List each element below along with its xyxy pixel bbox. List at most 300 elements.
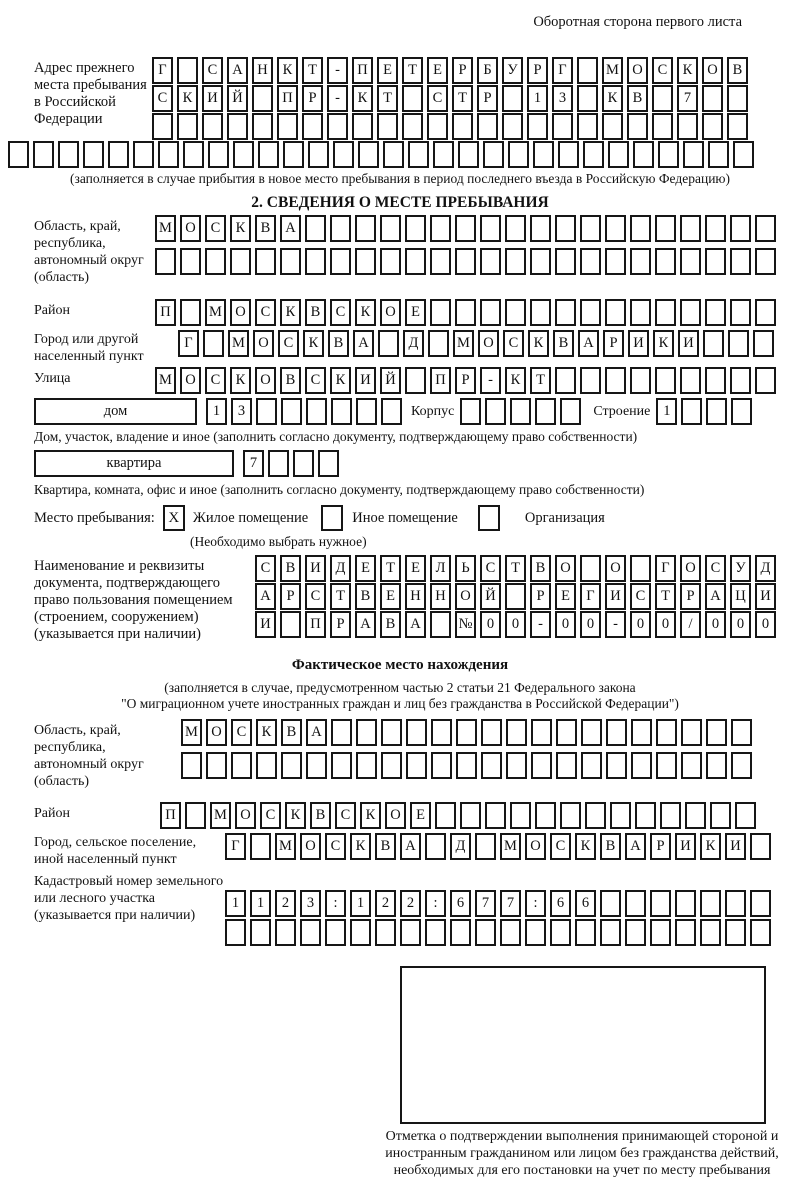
char-cell[interactable]: Й [480, 583, 501, 610]
char-cell[interactable] [625, 919, 646, 946]
char-cell[interactable]: В [600, 833, 621, 860]
char-cell[interactable] [430, 248, 451, 275]
char-cell[interactable]: Р [680, 583, 701, 610]
char-cell[interactable]: Г [552, 57, 573, 84]
char-cell[interactable]: В [375, 833, 396, 860]
char-cell[interactable]: 2 [375, 890, 396, 917]
char-cell[interactable]: М [210, 802, 231, 829]
char-cell[interactable]: С [255, 299, 276, 326]
char-cell[interactable] [400, 919, 421, 946]
char-cell[interactable] [306, 752, 327, 779]
char-cell[interactable] [702, 85, 723, 112]
char-cell[interactable] [58, 141, 79, 168]
char-cell[interactable]: Р [527, 57, 548, 84]
char-cell[interactable] [656, 719, 677, 746]
char-cell[interactable]: А [227, 57, 248, 84]
char-cell[interactable]: Г [225, 833, 246, 860]
char-cell[interactable]: - [327, 85, 348, 112]
char-cell[interactable] [680, 367, 701, 394]
char-cell[interactable]: С [202, 57, 223, 84]
char-cell[interactable] [700, 919, 721, 946]
char-cell[interactable]: : [325, 890, 346, 917]
char-cell[interactable] [505, 248, 526, 275]
char-cell[interactable]: К [177, 85, 198, 112]
char-cell[interactable]: Т [330, 583, 351, 610]
char-cell[interactable] [158, 141, 179, 168]
char-cell[interactable]: № [455, 611, 476, 638]
char-cell[interactable] [510, 802, 531, 829]
char-cell[interactable]: 0 [730, 611, 751, 638]
char-cell[interactable]: С [330, 299, 351, 326]
char-cell[interactable]: 1 [250, 890, 271, 917]
char-cell[interactable] [683, 141, 704, 168]
char-cell[interactable] [627, 113, 648, 140]
char-cell[interactable] [630, 248, 651, 275]
char-cell[interactable] [83, 141, 104, 168]
char-cell[interactable]: Г [152, 57, 173, 84]
char-cell[interactable]: А [255, 583, 276, 610]
char-cell[interactable] [506, 752, 527, 779]
char-cell[interactable] [430, 299, 451, 326]
char-cell[interactable] [583, 141, 604, 168]
char-cell[interactable] [705, 299, 726, 326]
char-cell[interactable] [650, 890, 671, 917]
char-cell[interactable]: 0 [480, 611, 501, 638]
char-cell[interactable] [581, 719, 602, 746]
char-cell[interactable]: С [260, 802, 281, 829]
char-cell[interactable] [327, 113, 348, 140]
char-cell[interactable] [275, 919, 296, 946]
char-cell[interactable] [318, 450, 339, 477]
char-cell[interactable] [750, 890, 771, 917]
char-cell[interactable] [535, 398, 556, 425]
char-cell[interactable]: С [205, 367, 226, 394]
char-cell[interactable] [533, 141, 554, 168]
char-cell[interactable]: Р [280, 583, 301, 610]
char-cell[interactable] [577, 57, 598, 84]
char-cell[interactable] [633, 141, 654, 168]
char-cell[interactable] [577, 113, 598, 140]
char-cell[interactable] [625, 890, 646, 917]
char-cell[interactable]: К [653, 330, 674, 357]
char-cell[interactable]: : [525, 890, 546, 917]
char-cell[interactable] [356, 752, 377, 779]
char-cell[interactable]: У [730, 555, 751, 582]
char-cell[interactable]: К [230, 215, 251, 242]
char-cell[interactable]: 0 [505, 611, 526, 638]
char-cell[interactable]: 7 [243, 450, 264, 477]
char-cell[interactable] [605, 248, 626, 275]
char-cell[interactable]: В [280, 555, 301, 582]
char-cell[interactable]: А [353, 330, 374, 357]
char-cell[interactable] [452, 113, 473, 140]
char-cell[interactable]: - [327, 57, 348, 84]
char-cell[interactable] [575, 919, 596, 946]
char-cell[interactable] [306, 398, 327, 425]
char-cell[interactable] [727, 85, 748, 112]
char-cell[interactable] [605, 299, 626, 326]
char-cell[interactable]: 3 [231, 398, 252, 425]
char-cell[interactable]: О [680, 555, 701, 582]
char-cell[interactable]: М [181, 719, 202, 746]
char-cell[interactable]: Т [655, 583, 676, 610]
char-cell[interactable] [502, 113, 523, 140]
char-cell[interactable]: В [530, 555, 551, 582]
char-cell[interactable] [485, 802, 506, 829]
char-cell[interactable] [680, 215, 701, 242]
char-cell[interactable]: Т [530, 367, 551, 394]
char-cell[interactable] [405, 367, 426, 394]
char-cell[interactable]: Г [580, 583, 601, 610]
char-cell[interactable]: О [478, 330, 499, 357]
char-cell[interactable]: 1 [225, 890, 246, 917]
char-cell[interactable] [530, 299, 551, 326]
char-cell[interactable]: Г [178, 330, 199, 357]
char-cell[interactable]: М [275, 833, 296, 860]
char-cell[interactable] [506, 719, 527, 746]
char-cell[interactable] [402, 85, 423, 112]
char-cell[interactable] [252, 113, 273, 140]
char-cell[interactable]: О [235, 802, 256, 829]
char-cell[interactable] [358, 141, 379, 168]
char-cell[interactable]: Д [450, 833, 471, 860]
char-cell[interactable]: О [702, 57, 723, 84]
char-cell[interactable]: К [528, 330, 549, 357]
char-cell[interactable] [685, 802, 706, 829]
char-cell[interactable]: О [380, 299, 401, 326]
char-cell[interactable]: К [700, 833, 721, 860]
char-cell[interactable]: П [155, 299, 176, 326]
char-cell[interactable]: С [205, 215, 226, 242]
char-cell[interactable]: М [155, 215, 176, 242]
char-cell[interactable] [480, 248, 501, 275]
char-cell[interactable] [555, 367, 576, 394]
char-cell[interactable] [225, 919, 246, 946]
char-cell[interactable] [656, 752, 677, 779]
char-cell[interactable]: К [256, 719, 277, 746]
char-cell[interactable] [455, 248, 476, 275]
char-cell[interactable]: С [305, 583, 326, 610]
house-type-box[interactable]: дом [34, 398, 197, 425]
char-cell[interactable] [252, 85, 273, 112]
char-cell[interactable] [681, 398, 702, 425]
char-cell[interactable]: О [180, 367, 201, 394]
char-cell[interactable]: И [628, 330, 649, 357]
char-cell[interactable] [733, 141, 754, 168]
char-cell[interactable] [208, 141, 229, 168]
char-cell[interactable]: О [180, 215, 201, 242]
char-cell[interactable] [233, 141, 254, 168]
char-cell[interactable] [380, 248, 401, 275]
char-cell[interactable] [703, 330, 724, 357]
char-cell[interactable]: Р [650, 833, 671, 860]
char-cell[interactable]: В [627, 85, 648, 112]
char-cell[interactable]: 6 [575, 890, 596, 917]
char-cell[interactable]: Н [252, 57, 273, 84]
char-cell[interactable] [355, 248, 376, 275]
char-cell[interactable] [455, 215, 476, 242]
char-cell[interactable] [527, 113, 548, 140]
char-cell[interactable] [435, 802, 456, 829]
char-cell[interactable]: 2 [275, 890, 296, 917]
char-cell[interactable]: 0 [705, 611, 726, 638]
char-cell[interactable] [330, 248, 351, 275]
char-cell[interactable] [600, 890, 621, 917]
char-cell[interactable]: 1 [656, 398, 677, 425]
char-cell[interactable]: П [430, 367, 451, 394]
char-cell[interactable]: О [206, 719, 227, 746]
char-cell[interactable] [608, 141, 629, 168]
char-cell[interactable] [293, 450, 314, 477]
char-cell[interactable] [735, 802, 756, 829]
char-cell[interactable]: К [330, 367, 351, 394]
char-cell[interactable] [406, 752, 427, 779]
char-cell[interactable]: И [355, 367, 376, 394]
other-premises-checkbox[interactable] [321, 505, 343, 531]
char-cell[interactable]: Й [227, 85, 248, 112]
char-cell[interactable]: 0 [555, 611, 576, 638]
char-cell[interactable] [580, 215, 601, 242]
char-cell[interactable] [483, 141, 504, 168]
char-cell[interactable] [481, 752, 502, 779]
char-cell[interactable]: Р [455, 367, 476, 394]
char-cell[interactable] [731, 752, 752, 779]
char-cell[interactable]: К [355, 299, 376, 326]
char-cell[interactable]: Р [477, 85, 498, 112]
char-cell[interactable]: 7 [500, 890, 521, 917]
char-cell[interactable] [510, 398, 531, 425]
char-cell[interactable] [606, 719, 627, 746]
char-cell[interactable] [708, 141, 729, 168]
char-cell[interactable]: К [602, 85, 623, 112]
char-cell[interactable] [725, 890, 746, 917]
char-cell[interactable] [630, 215, 651, 242]
char-cell[interactable]: К [230, 367, 251, 394]
char-cell[interactable]: Ь [455, 555, 476, 582]
char-cell[interactable] [605, 367, 626, 394]
char-cell[interactable] [675, 890, 696, 917]
char-cell[interactable]: А [400, 833, 421, 860]
char-cell[interactable]: Д [330, 555, 351, 582]
char-cell[interactable] [755, 215, 776, 242]
char-cell[interactable]: О [255, 367, 276, 394]
char-cell[interactable]: К [352, 85, 373, 112]
char-cell[interactable] [556, 719, 577, 746]
char-cell[interactable]: Т [302, 57, 323, 84]
char-cell[interactable] [356, 719, 377, 746]
char-cell[interactable]: К [285, 802, 306, 829]
char-cell[interactable] [180, 248, 201, 275]
char-cell[interactable] [655, 367, 676, 394]
char-cell[interactable]: К [360, 802, 381, 829]
char-cell[interactable] [381, 719, 402, 746]
char-cell[interactable] [408, 141, 429, 168]
char-cell[interactable]: Т [380, 555, 401, 582]
char-cell[interactable] [585, 802, 606, 829]
char-cell[interactable] [256, 398, 277, 425]
char-cell[interactable]: 6 [550, 890, 571, 917]
char-cell[interactable]: - [605, 611, 626, 638]
char-cell[interactable]: В [355, 583, 376, 610]
char-cell[interactable]: С [325, 833, 346, 860]
char-cell[interactable] [652, 85, 673, 112]
char-cell[interactable] [480, 299, 501, 326]
char-cell[interactable]: К [505, 367, 526, 394]
char-cell[interactable] [427, 113, 448, 140]
char-cell[interactable]: - [480, 367, 501, 394]
char-cell[interactable]: А [705, 583, 726, 610]
char-cell[interactable] [460, 398, 481, 425]
char-cell[interactable] [155, 248, 176, 275]
char-cell[interactable]: 1 [527, 85, 548, 112]
char-cell[interactable]: К [677, 57, 698, 84]
char-cell[interactable] [227, 113, 248, 140]
char-cell[interactable] [530, 215, 551, 242]
char-cell[interactable] [305, 248, 326, 275]
char-cell[interactable] [302, 113, 323, 140]
char-cell[interactable]: А [306, 719, 327, 746]
char-cell[interactable] [203, 330, 224, 357]
char-cell[interactable] [425, 919, 446, 946]
char-cell[interactable] [560, 398, 581, 425]
char-cell[interactable]: Д [403, 330, 424, 357]
char-cell[interactable] [552, 113, 573, 140]
char-cell[interactable]: С [630, 583, 651, 610]
char-cell[interactable]: В [380, 611, 401, 638]
char-cell[interactable]: 6 [450, 890, 471, 917]
char-cell[interactable] [730, 215, 751, 242]
organization-checkbox[interactable] [478, 505, 500, 531]
char-cell[interactable] [560, 802, 581, 829]
char-cell[interactable] [177, 57, 198, 84]
char-cell[interactable] [660, 802, 681, 829]
char-cell[interactable]: С [705, 555, 726, 582]
char-cell[interactable]: Н [430, 583, 451, 610]
char-cell[interactable]: 0 [580, 611, 601, 638]
char-cell[interactable] [280, 248, 301, 275]
char-cell[interactable]: Р [452, 57, 473, 84]
char-cell[interactable] [500, 919, 521, 946]
char-cell[interactable] [375, 919, 396, 946]
char-cell[interactable]: - [530, 611, 551, 638]
char-cell[interactable] [655, 248, 676, 275]
char-cell[interactable] [655, 215, 676, 242]
char-cell[interactable] [753, 330, 774, 357]
char-cell[interactable] [283, 141, 304, 168]
char-cell[interactable] [580, 367, 601, 394]
char-cell[interactable] [455, 299, 476, 326]
char-cell[interactable] [405, 215, 426, 242]
char-cell[interactable]: В [727, 57, 748, 84]
char-cell[interactable] [725, 919, 746, 946]
char-cell[interactable] [755, 248, 776, 275]
char-cell[interactable]: В [305, 299, 326, 326]
char-cell[interactable]: С [278, 330, 299, 357]
char-cell[interactable]: 0 [655, 611, 676, 638]
char-cell[interactable] [730, 248, 751, 275]
char-cell[interactable] [558, 141, 579, 168]
char-cell[interactable] [381, 752, 402, 779]
char-cell[interactable] [505, 299, 526, 326]
char-cell[interactable]: М [228, 330, 249, 357]
char-cell[interactable]: С [255, 555, 276, 582]
char-cell[interactable] [406, 719, 427, 746]
char-cell[interactable] [555, 299, 576, 326]
char-cell[interactable]: 7 [677, 85, 698, 112]
char-cell[interactable] [630, 555, 651, 582]
char-cell[interactable] [181, 752, 202, 779]
char-cell[interactable]: И [255, 611, 276, 638]
char-cell[interactable] [550, 919, 571, 946]
char-cell[interactable] [531, 719, 552, 746]
char-cell[interactable] [185, 802, 206, 829]
char-cell[interactable]: Б [477, 57, 498, 84]
char-cell[interactable]: Т [452, 85, 473, 112]
char-cell[interactable] [428, 330, 449, 357]
char-cell[interactable]: У [502, 57, 523, 84]
char-cell[interactable] [231, 752, 252, 779]
char-cell[interactable] [502, 85, 523, 112]
char-cell[interactable]: 1 [206, 398, 227, 425]
char-cell[interactable]: С [335, 802, 356, 829]
char-cell[interactable] [331, 752, 352, 779]
char-cell[interactable] [433, 141, 454, 168]
char-cell[interactable]: Л [430, 555, 451, 582]
char-cell[interactable] [706, 752, 727, 779]
char-cell[interactable] [677, 113, 698, 140]
char-cell[interactable] [675, 919, 696, 946]
char-cell[interactable] [258, 141, 279, 168]
char-cell[interactable] [381, 398, 402, 425]
char-cell[interactable]: 0 [630, 611, 651, 638]
char-cell[interactable]: К [280, 299, 301, 326]
char-cell[interactable]: В [255, 215, 276, 242]
char-cell[interactable]: Р [330, 611, 351, 638]
char-cell[interactable] [505, 215, 526, 242]
char-cell[interactable] [330, 215, 351, 242]
char-cell[interactable] [460, 802, 481, 829]
char-cell[interactable]: Р [603, 330, 624, 357]
char-cell[interactable]: 3 [552, 85, 573, 112]
char-cell[interactable]: / [680, 611, 701, 638]
char-cell[interactable] [580, 248, 601, 275]
char-cell[interactable] [631, 719, 652, 746]
char-cell[interactable] [605, 215, 626, 242]
char-cell[interactable] [431, 719, 452, 746]
char-cell[interactable] [177, 113, 198, 140]
char-cell[interactable]: С [480, 555, 501, 582]
char-cell[interactable]: П [352, 57, 373, 84]
char-cell[interactable]: 2 [400, 890, 421, 917]
char-cell[interactable] [535, 802, 556, 829]
char-cell[interactable] [430, 611, 451, 638]
char-cell[interactable] [8, 141, 29, 168]
char-cell[interactable]: О [253, 330, 274, 357]
char-cell[interactable] [152, 113, 173, 140]
char-cell[interactable] [635, 802, 656, 829]
char-cell[interactable] [505, 583, 526, 610]
char-cell[interactable] [356, 398, 377, 425]
char-cell[interactable] [630, 367, 651, 394]
char-cell[interactable]: С [231, 719, 252, 746]
char-cell[interactable]: М [453, 330, 474, 357]
char-cell[interactable]: О [555, 555, 576, 582]
char-cell[interactable]: Г [655, 555, 676, 582]
char-cell[interactable] [255, 248, 276, 275]
char-cell[interactable] [731, 719, 752, 746]
char-cell[interactable] [456, 752, 477, 779]
char-cell[interactable] [555, 248, 576, 275]
